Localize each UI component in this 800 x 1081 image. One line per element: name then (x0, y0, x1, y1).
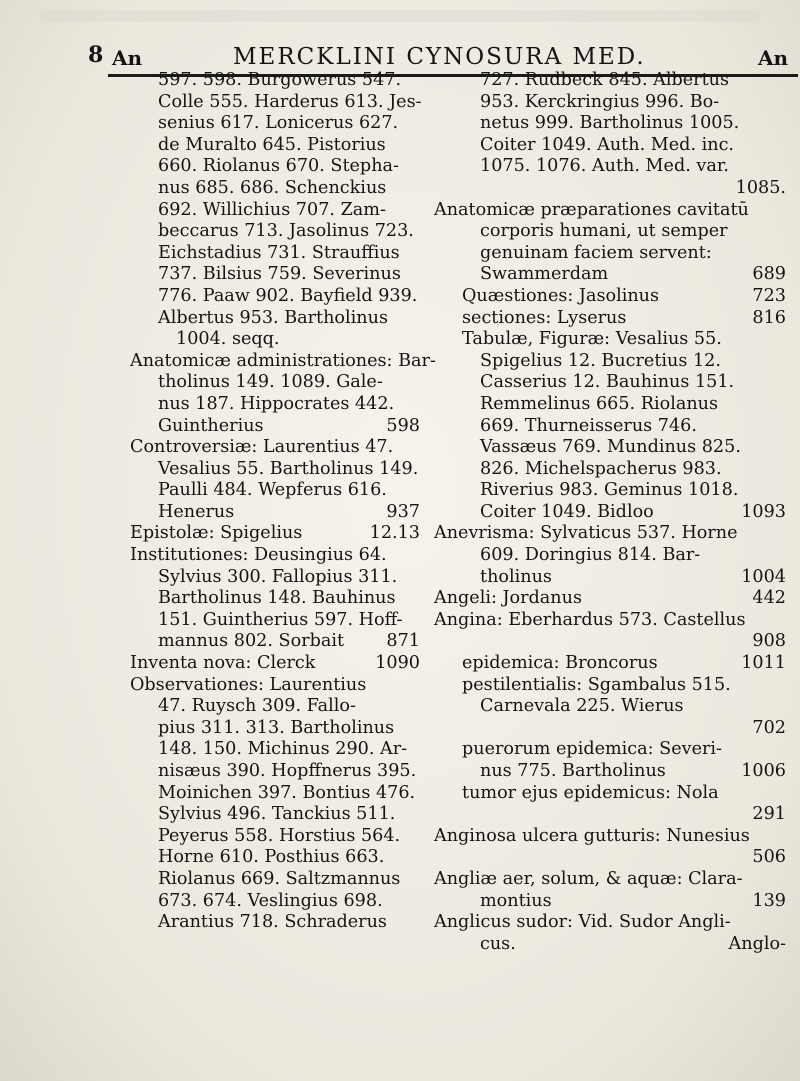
entry-text: de Muralto 645. Pistorius (158, 134, 386, 155)
entry-text: Observationes: Laurentius (130, 674, 367, 695)
entry-text: Anevrisma: Sylvaticus 537. Horne (434, 523, 738, 544)
index-line (434, 243, 786, 265)
entry-text: 660. Riolanus 670. Stepha- (158, 156, 399, 177)
entry-text: Remmelinus 665. Riolanus (480, 393, 719, 414)
index-line (130, 718, 420, 740)
entry-text: Bartholinus 148. Bauhinus (158, 588, 396, 609)
page-reference (414, 437, 420, 459)
page-reference (414, 113, 420, 135)
index-line (434, 934, 786, 956)
index-line (434, 178, 786, 200)
page-reference (780, 372, 786, 394)
entry-text: Casserius 12. Bauhinus 151. (480, 372, 735, 393)
page-reference (780, 480, 786, 502)
index-line (130, 783, 420, 805)
index-line (130, 545, 420, 567)
page-reference: 291 (752, 804, 786, 825)
catchword-left: An (112, 46, 143, 70)
entry-text: Institutiones: Deusingius 64. (130, 545, 387, 566)
catchword-right: An (757, 46, 788, 70)
index-line (130, 588, 420, 610)
page-reference: 871 (386, 631, 420, 652)
index-line (434, 653, 786, 675)
page-reference (414, 264, 420, 286)
entry-text: Controversiæ: Laurentius 47. (130, 437, 394, 458)
index-line (130, 631, 420, 653)
index-line (130, 113, 420, 135)
index-line (130, 523, 420, 545)
entry-text: Angeli: Jordanus (434, 588, 582, 609)
page-number: 8 (88, 42, 104, 68)
page-reference (414, 545, 420, 567)
page-reference (422, 92, 428, 114)
entry-text: corporis humani, ut semper (480, 221, 728, 242)
index-line (130, 394, 420, 416)
index-line (130, 416, 420, 438)
index-line (434, 523, 786, 545)
page-reference (414, 869, 420, 891)
index-line (130, 286, 420, 308)
entry-text: montius (480, 890, 552, 911)
entry-text: genuinam faciem servent: (480, 242, 712, 263)
entry-text: tumor ejus epidemicus: Nola (462, 782, 719, 803)
index-line (130, 221, 420, 243)
entry-text: Sylvius 300. Fallopius 311. (158, 566, 398, 587)
page-reference (414, 804, 420, 826)
index-line (130, 696, 420, 718)
page-reference (414, 308, 420, 330)
page-reference (780, 459, 786, 481)
left-column (130, 70, 436, 934)
page-reference (780, 783, 786, 805)
page-reference (414, 675, 420, 697)
index-line (434, 70, 786, 92)
entry-text: nus 685. 686. Schenckius (158, 177, 387, 198)
index-line (130, 804, 420, 826)
page-reference: 816 (752, 307, 786, 328)
page-reference (414, 394, 420, 416)
entry-text: Inventa nova: Clerck (130, 653, 316, 674)
entry-text: 673. 674. Veslingius 698. (158, 890, 383, 911)
entry-text: Swammerdam (480, 264, 609, 285)
index-line (130, 135, 420, 157)
page-reference (414, 135, 420, 157)
index-line (130, 869, 420, 891)
index-line (434, 761, 786, 783)
page-reference (414, 739, 420, 761)
page-reference (414, 200, 420, 222)
index-line (130, 675, 420, 697)
index-line (434, 588, 786, 610)
page-reference (780, 912, 786, 934)
page-reference: 1011 (741, 653, 786, 674)
entry-text: Guintherius (158, 415, 264, 436)
index-line (434, 416, 786, 438)
entry-text: Epistolæ: Spigelius (130, 523, 303, 544)
index-line (434, 567, 786, 589)
page-reference (418, 459, 424, 481)
page-reference (414, 221, 420, 243)
entry-text: beccarus 713. Jasolinus 723. (158, 221, 414, 242)
page-reference (780, 200, 786, 222)
index-line (434, 221, 786, 243)
index-line (130, 761, 420, 783)
index-line (130, 891, 420, 913)
page-reference (780, 696, 786, 718)
entry-text: tholinus 149. 1089. Gale- (158, 372, 383, 393)
page-reference: 723 (752, 285, 786, 306)
index-line (130, 739, 420, 761)
page-reference (780, 523, 786, 545)
entry-text: Anginosa ulcera gutturis: Nunesius (434, 825, 750, 846)
entry-text: Vesalius 55. Bartholinus 149. (158, 458, 419, 479)
entry-text: 727. Rudbeck 845. Albertus (480, 70, 730, 90)
entry-text: Sylvius 496. Tanckius 511. (158, 804, 396, 825)
index-line (130, 200, 420, 222)
page-reference (780, 243, 786, 265)
entry-text: nisæus 390. Hopffnerus 395. (158, 761, 417, 781)
entry-text: 692. Willichius 707. Zam- (158, 199, 386, 220)
entry-text: epidemica: Broncorus (462, 653, 658, 674)
page-reference (780, 437, 786, 459)
index-line (130, 308, 420, 330)
page-reference (780, 675, 786, 697)
entry-text: 1004. seqq. (176, 329, 280, 350)
index-line (434, 480, 786, 502)
index-line (434, 264, 786, 286)
page-reference: 1004 (741, 566, 786, 587)
page-reference (414, 480, 420, 502)
page-reference (414, 610, 420, 632)
page-reference (414, 70, 420, 92)
entry-text: Spigelius 12. Bucretius 12. (480, 350, 721, 371)
index-line (434, 545, 786, 567)
index-line (130, 610, 420, 632)
index-line (434, 286, 786, 308)
index-line (130, 178, 420, 200)
index-line (434, 675, 786, 697)
entry-text: Carnevala 225. Wierus (480, 696, 684, 717)
page-reference (780, 92, 786, 114)
page-reference (780, 416, 786, 438)
index-line (434, 869, 786, 891)
entry-text: Albertus 953. Bartholinus (158, 307, 388, 328)
index-line (130, 70, 420, 92)
entry-text: puerorum epidemica: Severi- (462, 739, 722, 760)
index-line (434, 156, 786, 178)
page-reference (416, 761, 422, 783)
page-reference (414, 891, 420, 913)
page-reference: 689 (752, 264, 786, 285)
index-line (130, 437, 420, 459)
entry-text: Paulli 484. Wepferus 616. (158, 480, 387, 501)
entry-text: Henerus (158, 501, 235, 522)
page-reference (414, 156, 420, 178)
entry-text: netus 999. Bartholinus 1005. (480, 113, 740, 134)
page-reference (415, 783, 421, 805)
index-line (130, 480, 420, 502)
page-reference (780, 826, 786, 848)
page-reference: 139 (752, 890, 786, 911)
entry-text: 737. Bilsius 759. Severinus (158, 264, 401, 285)
page-reference: 937 (386, 501, 420, 522)
entry-text: Moinichen 397. Bontius 476. (158, 782, 416, 803)
entry-text: 47. Ruysch 309. Fallo- (158, 696, 356, 717)
page-reference: 442 (752, 588, 786, 609)
index-line (434, 718, 786, 740)
page-reference (414, 372, 420, 394)
entry-text: Anglicus sudor: Vid. Sudor Angli- (434, 912, 731, 933)
page-reference (414, 243, 420, 265)
index-line (130, 264, 420, 286)
index-line (434, 631, 786, 653)
index-line (434, 696, 786, 718)
entry-text: Quæstiones: Jasolinus (462, 285, 660, 306)
entry-text: Horne 610. Posthius 663. (158, 847, 385, 868)
running-title: MERCKLINI CYNOSURA MED. (233, 44, 646, 70)
index-line (434, 847, 786, 869)
page-reference (780, 739, 786, 761)
entry-text: Riolanus 669. Saltzmannus (158, 868, 401, 889)
entry-text: Angina: Eberhardus 573. Castellus (434, 609, 746, 630)
index-line (130, 329, 420, 351)
page-reference (780, 545, 786, 567)
page-reference (780, 329, 786, 351)
index-line (434, 351, 786, 373)
entry-text: nus 187. Hippocrates 442. (158, 393, 395, 414)
index-line (434, 394, 786, 416)
entry-text: Peyerus 558. Horstius 564. (158, 825, 401, 846)
entry-text: Vassæus 769. Mundinus 825. (480, 437, 741, 458)
entry-text: Riverius 983. Geminus 1018. (480, 480, 739, 501)
index-line (130, 826, 420, 848)
page-reference (780, 70, 786, 92)
entry-text: Coiter 1049. Bidloo (480, 501, 654, 522)
index-line (434, 804, 786, 826)
page-reference (414, 567, 420, 589)
entry-text: 826. Michelspacherus 983. (480, 458, 722, 479)
entry-text: 609. Doringius 814. Bar- (480, 545, 701, 566)
entry-text: Anatomicæ præparationes cavitatū (434, 199, 749, 220)
index-line (130, 350, 436, 373)
entry-text: Colle 555. Harderus 613. Jes- (158, 91, 422, 112)
index-line (434, 113, 786, 135)
page-reference (780, 135, 786, 157)
index-line (130, 156, 420, 178)
entry-text: cus. (480, 933, 516, 954)
page-reference (780, 394, 786, 416)
entry-text: Angliæ aer, solum, & aquæ: Clara- (434, 868, 743, 889)
index-line (130, 243, 420, 265)
index-line (434, 783, 786, 805)
page-reference (414, 847, 420, 869)
index-line (434, 200, 786, 222)
page-reference: 702 (752, 717, 786, 738)
entry-text: Arantius 718. Schraderus (158, 912, 387, 933)
entry-text: 669. Thurneisserus 746. (480, 415, 697, 436)
entry-text: 148. 150. Michinus 290. Ar- (158, 739, 408, 760)
entry-text: 953. Kerckringius 996. Bo- (480, 91, 720, 112)
page-reference: 506 (752, 847, 786, 868)
entry-text: Coiter 1049. Auth. Med. inc. (480, 134, 735, 155)
entry-text: 1075. 1076. Auth. Med. var. (480, 156, 729, 177)
entry-text: mannus 802. Sorbait (158, 631, 345, 652)
index-line (130, 92, 420, 114)
index-line (434, 92, 786, 114)
index-line (434, 437, 786, 459)
index-line (434, 329, 786, 351)
right-column (434, 70, 786, 955)
entry-text: Tabulæ, Figuræ: Vesalius 55. (462, 329, 722, 350)
bleed-through-shadow (40, 10, 760, 22)
page-reference (780, 351, 786, 373)
index-line (434, 308, 786, 330)
index-line (434, 826, 786, 848)
page-reference (414, 718, 420, 740)
index-line (434, 372, 786, 394)
entry-text: senius 617. Lonicerus 627. (158, 113, 399, 134)
entry-text: tholinus (480, 566, 552, 587)
page-reference (414, 696, 420, 718)
index-line (130, 459, 420, 481)
index-line (130, 372, 420, 394)
entry-text: Eichstadius 731. Strauffius (158, 242, 400, 263)
entry-text: pestilentialis: Sgambalus 515. (462, 674, 731, 695)
index-line (130, 567, 420, 589)
index-line (434, 610, 786, 632)
page-reference: Anglo- (728, 933, 786, 954)
page-reference (780, 221, 786, 243)
page-reference (414, 329, 420, 351)
page-reference: 598 (386, 415, 420, 436)
page-reference (414, 826, 420, 848)
entry-text: pius 311. 313. Bartholinus (158, 717, 395, 738)
page-reference: 1090 (375, 653, 420, 674)
entry-text: 151. Guintherius 597. Hoff- (158, 609, 403, 630)
page-reference (414, 588, 420, 610)
page-reference (780, 869, 786, 891)
index-line (130, 912, 420, 934)
page-reference: 1006 (741, 761, 786, 781)
index-line (434, 135, 786, 157)
entry-text: 597. 598. Burgowerus 547. (158, 70, 402, 90)
page-reference (414, 912, 420, 934)
index-line (434, 459, 786, 481)
page-reference: 1085. (735, 177, 786, 198)
entry-text: nus 775. Bartholinus (480, 761, 666, 781)
page-reference: 1093 (741, 501, 786, 522)
page-reference (780, 113, 786, 135)
page-reference: 12.13 (369, 523, 420, 544)
index-line (130, 502, 420, 524)
entry-text: sectiones: Lyserus (462, 307, 627, 328)
index-line (434, 912, 786, 934)
index-line (434, 502, 786, 524)
entry-text: Anatomicæ administrationes: Bar- (130, 350, 436, 371)
page-reference (414, 178, 420, 200)
index-line (130, 653, 420, 675)
page-reference (780, 610, 786, 632)
index-line (130, 847, 420, 869)
page-reference (780, 156, 786, 178)
page-reference: 908 (752, 631, 786, 652)
page-reference (417, 286, 423, 308)
index-line (434, 739, 786, 761)
entry-text: 776. Paaw 902. Bayfield 939. (158, 285, 418, 306)
index-line (434, 891, 786, 913)
